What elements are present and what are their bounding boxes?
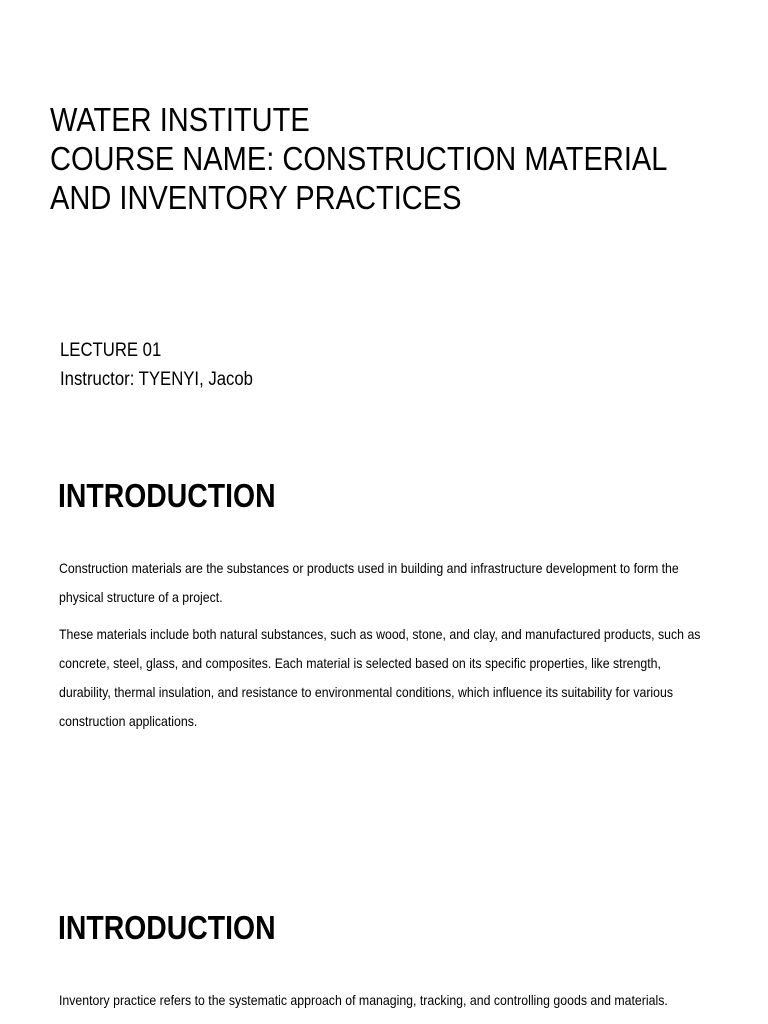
document-title bbox=[50, 100, 668, 217]
title-course-name-cont: AND INVENTORY PRACTICES bbox=[50, 179, 462, 216]
lecture-number: LECTURE 01 bbox=[60, 340, 162, 361]
paragraph-material-types: These materials include both natural substances, such as wood, stone, and clay, and manufactured products, such as concrete, steel, glass, and composites. Each material is selected based on its specific properties, like strength, durability, thermal insulation, and resistance to environmental conditions, which influence its suitability for various construction applications. bbox=[59, 626, 701, 729]
title-institute: WATER INSTITUTE bbox=[50, 101, 310, 138]
section-heading-introduction-2: INTRODUCTION bbox=[58, 909, 276, 946]
paragraph-construction-materials: Construction materials are the substances or products used in building and infrastructure development to form the physical structure of a project. bbox=[59, 560, 679, 605]
title-course-name: COURSE NAME: CONSTRUCTION MATERIAL bbox=[50, 140, 668, 177]
section-heading-introduction: INTRODUCTION bbox=[58, 477, 276, 514]
instructor-name: Instructor: TYENYI, Jacob bbox=[60, 369, 253, 390]
lecture-info bbox=[60, 336, 253, 394]
paragraph-inventory-practice: Inventory practice refers to the systematic approach of managing, tracking, and controlling goods and materials. bbox=[59, 992, 668, 1008]
